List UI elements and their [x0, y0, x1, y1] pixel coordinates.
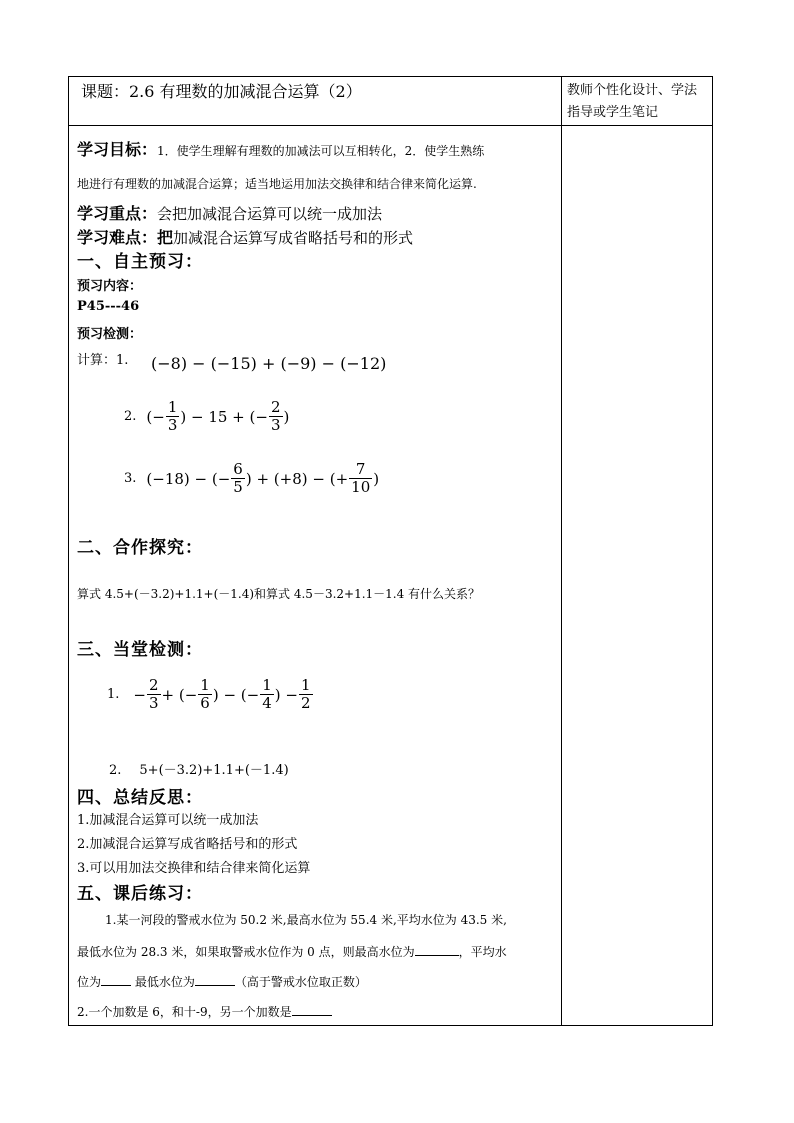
- lesson-plan-table: [68, 76, 713, 1026]
- homework-2: 2.一个加数是 6，和十-9，另一个加数是: [77, 1003, 332, 1020]
- difficulty-text: 加减混合运算写成省略括号和的形式: [173, 229, 414, 247]
- answer-blank-addend[interactable]: [292, 1003, 332, 1016]
- section2-heading: 二、合作探究：: [77, 538, 203, 558]
- side-heading-line1: 教师个性化设计、学法: [567, 83, 698, 98]
- homework-1-line3: 位为 最低水位为 （高于警戒水位取正数）: [77, 975, 367, 989]
- header-divider: [69, 125, 712, 126]
- preview-exercise-1: (−8) − (−15) + (−9) − (−12): [151, 354, 387, 373]
- learning-goals: [77, 137, 484, 160]
- preview-exercise-2: 2. (− $\frac{1}{3}$ ) − 15 + (− $\frac{2}{3}$ ): [124, 398, 290, 434]
- section3-heading: 三、当堂检测：: [77, 640, 203, 660]
- side-column-heading: [567, 80, 715, 124]
- preview-exercise-3: 3. (−18) − (− $\frac{6}{5}$ ) + (+8) − (+ $\frac{7}{10}$ ): [124, 460, 380, 496]
- section4-heading: 四、总结反思：: [77, 788, 203, 808]
- homework-1-line2: 最低水位为 28.3 米，如果取警戒水位作为 0 点，则最高水位为 ，平均水: [77, 945, 507, 959]
- section5-heading: 五、课后练习：: [77, 884, 203, 904]
- preview-pages: P45---46: [77, 299, 140, 314]
- check-question-2: 2. 5+(－3.2)+1.1+(－1.4): [109, 763, 289, 778]
- calc-label: 计算：1.: [77, 353, 129, 368]
- difficulty-bold-char: 把: [157, 228, 174, 247]
- summary-item-2: 2.加减混合运算写成省略括号和的形式: [77, 837, 298, 852]
- answer-blank-min[interactable]: [195, 973, 235, 986]
- summary-item-1: 1.加减混合运算可以统一成加法: [77, 813, 259, 828]
- homework-1-line1: 1.某一河段的警戒水位为 50.2 米,最高水位为 55.4 米,平均水位为 43.5 米,: [105, 913, 507, 927]
- goals-label: 学习目标：: [77, 140, 158, 159]
- preview-check-label: 预习检测：: [77, 327, 143, 342]
- goals-text2: 地进行有理数的加减混合运算；适当地运用加法交换律和结合律来简化运算.: [77, 177, 477, 191]
- key-point-label: 学习重点：: [77, 204, 158, 223]
- key-point-text: 会把加减混合运算可以统一成加法: [157, 205, 383, 223]
- check-question-1: 1. − $\frac{2}{3}$ + (− $\frac{1}{6}$ ) − (− $\frac{1}{4}$ ) − $\frac{1}{2}$: [107, 676, 311, 712]
- goals-text1: 1．使学生理解有理数的加减法可以互相转化，2．使学生熟练: [157, 144, 485, 158]
- explore-question: 算式 4.5+(－3.2)+1.1+(－1.4)和算式 4.5－3.2+1.1－1.4 有什么关系？: [77, 587, 481, 601]
- answer-blank-max[interactable]: [415, 943, 459, 956]
- key-point: [77, 201, 382, 224]
- column-divider: [561, 77, 562, 1025]
- summary-item-3: 3.可以用加法交换律和结合律来简化运算: [77, 861, 311, 876]
- section1-heading: 一、自主预习：: [77, 252, 203, 272]
- difficulty: [77, 225, 413, 248]
- lesson-title: 课题：2.6 有理数的加减混合运算（2）: [81, 82, 362, 101]
- preview-content-label: 预习内容：: [77, 279, 143, 294]
- answer-blank-average[interactable]: [101, 973, 131, 986]
- difficulty-label: 学习难点：: [77, 228, 158, 247]
- side-heading-line2: 指导或学生笔记: [567, 105, 659, 120]
